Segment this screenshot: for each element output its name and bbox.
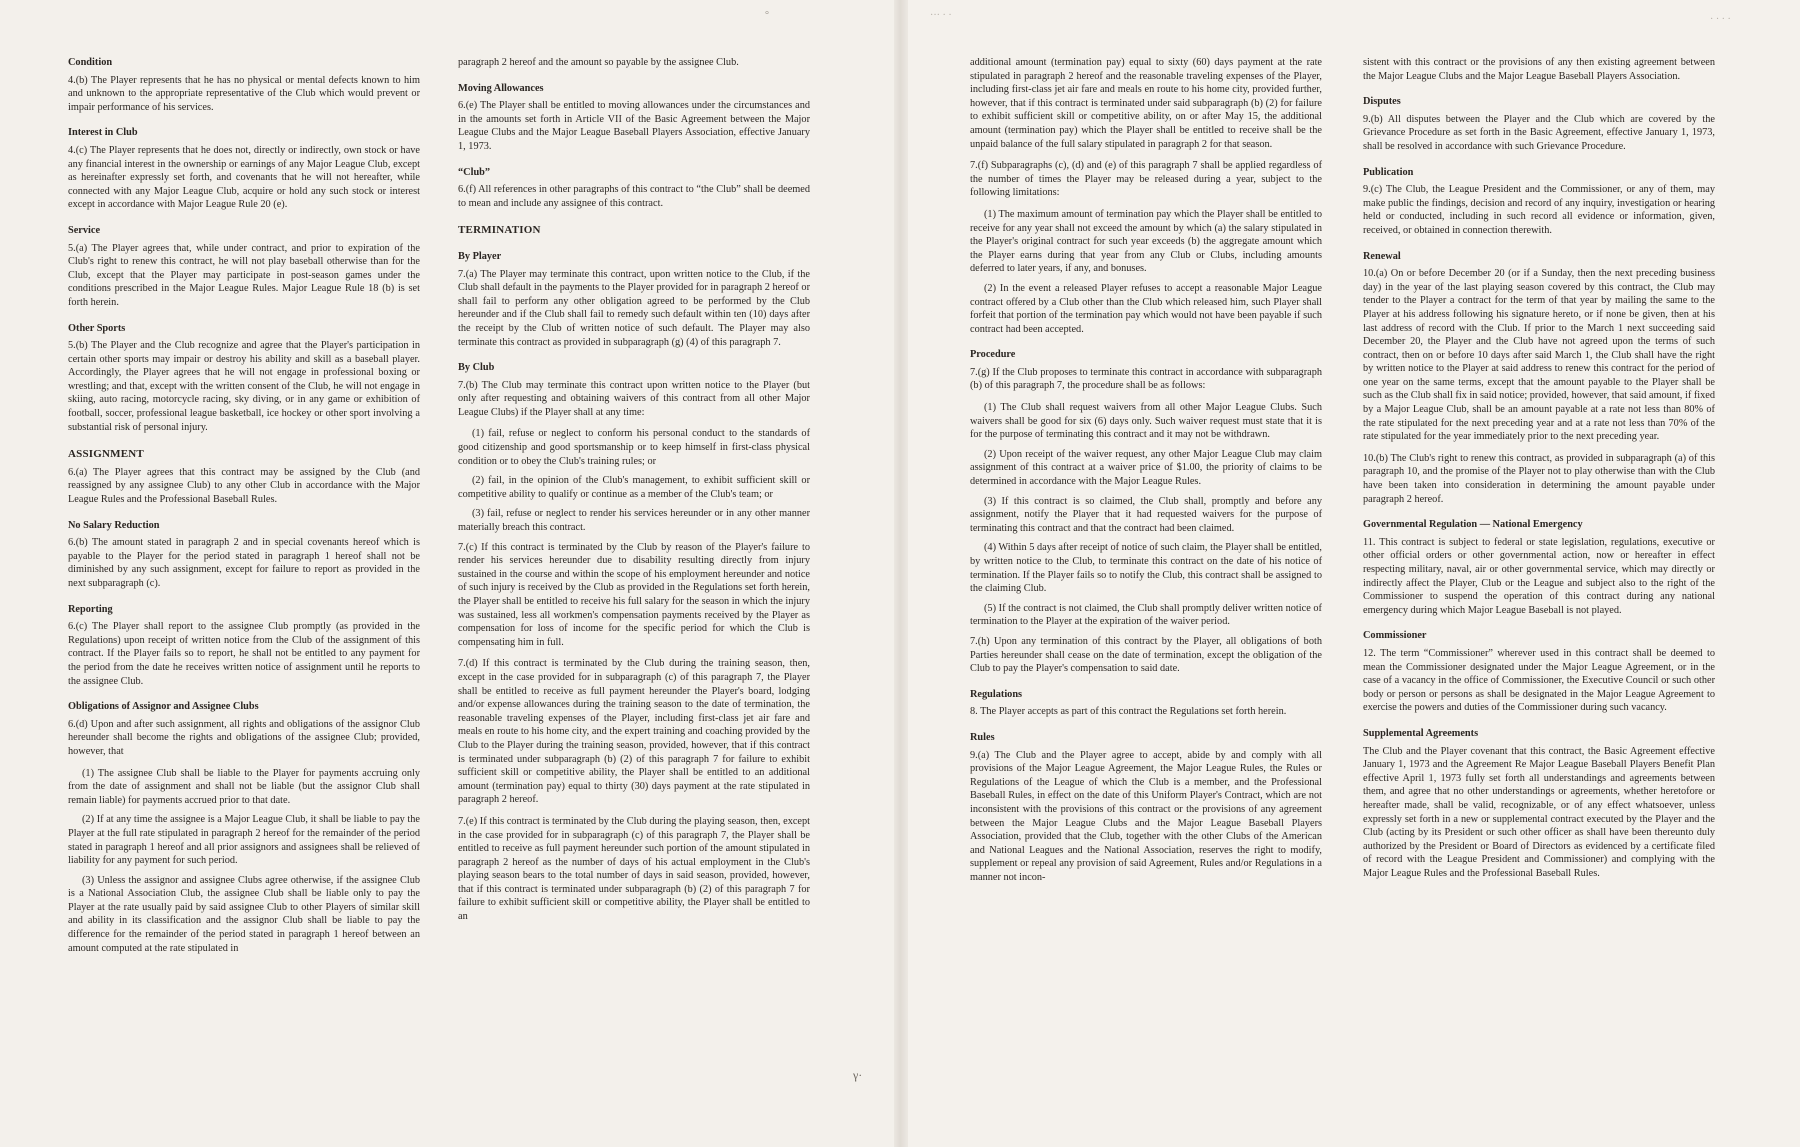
paragraph-7f: 7.(f) Subparagraphs (c), (d) and (e) of this paragraph 7 shall be applied regardless of the number of times the Player may be released during a year, subject to the following limitations: [970, 160, 1322, 199]
paragraph-7d: 7.(d) If this contract is terminated by the Club during the training season, then, except in the case provided for in subparagraph (c) of this paragraph 7, the Player shall be entitled to receive as full payment hereunder the Player's board, lodging and/or expense allowances during the training season to the date of termination, the reasonable traveling expenses of the Player, including first-class jet air fare and meals en route to his home city, and the expert training and coaching provided by the Club to the Player during the training season, provided, however, that if this contract is terminated under subparagraph (b) (2) of this paragraph 7 for failure to exhibit sufficient skill or competitive ability, the Player shall be entitled to an additional amount (termination pay) equal to thirty (30) days payment at the rate stipulated in paragraph 2 hereof. [458, 658, 810, 806]
paragraph-10a: 10.(a) On or before December 20 (or if a Sunday, then the next preceding business day) in the year of the last playing season covered by this contract, the Club may tender to the Player a contract for the term of that year by mailing the same to the Player at his address following his signature hereto, or if none be given, then at his last address of record with the Club. If prior to the March 1 next succeeding said December 20, the Player and the Club have not agreed upon the terms of such contract, then on or before 10 days after said March 1, the Club shall have the right by written notice to the Player at said address to renew this contract for the period of one year on the same terms, except that the amount payable to the Player shall be such as the Club shall fix in said notice; provided, however, that said amount, if fixed by a Major League Club, shall be an amount payable at a rate not less than 80% of the rate stipulated for the next preceding year and at a rate not less than 70% of the rate stipulated for the year immediately prior to the next preceding year. [1363, 268, 1715, 443]
paragraph-7b: 7.(b) The Club may terminate this contract upon written notice to the Player (but only after requesting and obtaining waivers of this contract from all other Major League Clubs) if the Player shall at any time: [458, 379, 810, 418]
stray-mark: · · · · [1710, 14, 1731, 25]
paragraph-supplemental: The Club and the Player covenant that this contract, the Basic Agreement effective January 1, 1973 and the Agreement Re Major League Baseball Players Benefit Plan effective April 1, 1973 fully set forth all understandings and agreements between them, and agree that no other understandings or agreements, whether heretofore or hereafter made, shall be valid, recognizable, or of any effect whatsoever, unless expressly set forth in a new or supplemental contract executed by the Player and the Club (acting by its President or such other officer as shall have been thereunto duly authorized by the President or Board of Directors as evidenced by a certificate filed of record with the League President and Commissioner) and complying with the Major League Rules and the Professional Baseball Rules. [1363, 745, 1715, 879]
heading-reporting: Reporting [68, 603, 113, 615]
paragraph-7g-2: (2) Upon receipt of the waiver request, any other Major League Club may claim assignment of this contract at a waiver price of $1.00, the priority of claims to be determined in accordance with the Major League Rules. [970, 448, 1322, 488]
paragraph-6d-continued: paragraph 2 hereof and the amount so payable by the assignee Club. [458, 57, 739, 68]
heading-commissioner: Commissioner [1363, 630, 1427, 642]
paragraph-7e-continued: additional amount (termination pay) equal to sixty (60) days payment at the rate stipulated in paragraph 2 hereof and the reasonable traveling expenses of the Player, including first-class jet air fare and meals en route to his home city, provided further, however, that if this contract is terminated under said subparagraph (b) (2) for failure to exhibit sufficient skill or competitive ability, on or after May 15, the additional amount (termination pay) which the Player shall be entitled to receive shall be the unpaid balance of the full salary stipulated in paragraph 2 for that season. [970, 57, 1322, 150]
heading-publication: Publication [1363, 166, 1414, 178]
paragraph-7h: 7.(h) Upon any termination of this contract by the Player, all obligations of both Parties hereunder shall cease on the date of termination, except the obligation of the Club to pay the Player's compensation to said date. [970, 635, 1322, 675]
heading-club: “Club” [458, 166, 491, 178]
heading-disputes: Disputes [1363, 96, 1401, 108]
paragraph-6f: 6.(f) All references in other paragraphs of this contract to “the Club” shall be deemed to mean and include any assignee of this contract. [458, 184, 810, 209]
heading-obligations: Obligations of Assignor and Assignee Clubs [68, 701, 259, 713]
paragraph-5b: 5.(b) The Player and the Club recognize and agree that the Player's participation in certain other sports may impair or destroy his ability and skill as a baseball player. Accordingly, the Player agrees that he will not engage in professional boxing or wrestling; and that, except with the written consent of the Club, he will not engage in skiing, auto racing, motorcycle racing, sky diving, or in any game or exhibition of football, soccer, professional league basketball, ice hockey or other sport involving a substantial risk of personal injury. [68, 340, 420, 433]
paragraph-9a-continued: sistent with this contract or the provisions of any then existing agreement between the Major League Clubs and the Major League Baseball Players Association. [1363, 57, 1715, 82]
paragraph-6b: 6.(b) The amount stated in paragraph 2 and in special covenants hereof which is payable to the Player for the period stated in paragraph 1 hereof shall not be diminished by any such assignment, except for failure to report as provided in the next subparagraph (c). [68, 537, 420, 589]
paragraph-6d: 6.(d) Upon and after such assignment, all rights and obligations of the assignor Club hereunder shall become the rights and obligations of the assignee Club; provided, however, that [68, 718, 420, 757]
heading-supplemental-agreements: Supplemental Agreements [1363, 727, 1479, 739]
heading-by-player: By Player [458, 250, 502, 262]
paragraph-7a: 7.(a) The Player may terminate this contract, upon written notice to the Club, if the Club shall default in the payments to the Player provided for in paragraph 2 hereof or shall fail to perform any other obligation agreed to be performed by the Club hereunder and if the Club shall fail to remedy such default within ten (10) days after the receipt by the Club of written notice of such default. The Player may also terminate this contract as provided in subparagraph (g) (4) of this paragraph 7. [458, 268, 810, 348]
paragraph-6c: 6.(c) The Player shall report to the assignee Club promptly (as provided in the Regulations) upon receipt of written notice from the Club of the assignment of this contract. If the Player fails so to report, he shall not be entitled to any payment for the period from the date he receives written notice of assignment until he reports to the assignee Club. [68, 621, 420, 687]
heading-moving-allowances: Moving Allowances [458, 82, 544, 94]
heading-renewal: Renewal [1363, 250, 1401, 262]
column-4 [1363, 56, 1715, 888]
paragraph-6e: 6.(e) The Player shall be entitled to moving allowances under the circumstances and in the amounts set forth in Article VII of the Basic Agreement between the Major League Clubs and the Major League Baseball Players Association, effective January 1, 1973. [458, 100, 810, 152]
paragraph-7g-4: (4) Within 5 days after receipt of notice of such claim, the Player shall be entitled, by written notice to the Club, to terminate this contract on the date of his notice of termination. If the Player fails so to notify the Club, this contract shall be assigned to the claiming Club. [970, 542, 1322, 595]
paragraph-11: 11. This contract is subject to federal or state legislation, regulations, executive or other official orders or other governmental action, now or hereafter in effect respecting military, naval, air or other governmental service, which may directly or indirectly affect the Player, Club or the League and subject also to the right of the Commissioner to suspend the operation of this contract during any national emergency during which Major League Baseball is not played. [1363, 536, 1715, 616]
paragraph-7f-2: (2) In the event a released Player refuses to accept a reasonable Major League contract offered by a Club other than the Club which released him, such Player shall forfeit that portion of the termination pay which would not have been payable if such contract had been accepted. [970, 282, 1322, 335]
paragraph-6d-1: (1) The assignee Club shall be liable to the Player for payments accruing only from the date of assignment and shall not be liable (but the assignor Club shall remain liable) for payments accrued prior to that date. [68, 767, 420, 806]
column-2 [458, 56, 810, 932]
heading-termination: TERMINATION [458, 224, 541, 237]
paragraph-7c: 7.(c) If this contract is terminated by the Club by reason of the Player's failure to render his services hereunder due to disability resulting directly from injury sustained in the course and within the scope of his employment hereunder and notice of such injury is received by the Club as provided in the Regulations set forth herein, the Player shall be entitled to receive his full salary for the season in which the injury was sustained, less all workmen's compensation payments received by the Player as compensation for loss of income for the specific period for which the Club is compensating him in full. [458, 541, 810, 648]
page-gutter [894, 0, 908, 1147]
heading-governmental-regulation: Governmental Regulation — National Emergency [1363, 519, 1583, 531]
heading-interest-in-club: Interest in Club [68, 127, 138, 139]
paragraph-6d-3: (3) Unless the assignor and assignee Clubs agree otherwise, if the assignee Club is a National Association Club, the assignee Club shall be liable only to pay the Player at the rate usually paid by said assignee Club to other Players of similar skill and ability in its classification and the assignor Club shall be liable to pay the difference for the remainder of the period stated in paragraph 1 hereof between an amount computed at the rate stipulated in [68, 874, 420, 954]
heading-by-club: By Club [458, 362, 495, 374]
paragraph-7g-5: (5) If the contract is not claimed, the Club shall promptly deliver written notice of termination to the Player at the expiration of the waiver period. [970, 602, 1322, 628]
paragraph-4b: 4.(b) The Player represents that he has no physical or mental defects known to him and unknown to the appropriate representative of the Club which would prevent or impair performance of his services. [68, 74, 420, 113]
paragraph-9b: 9.(b) All disputes between the Player and the Club which are covered by the Grievance Procedure as set forth in the Basic Agreement, effective January 1, 1973, shall be resolved in accordance with such Grievance Procedure. [1363, 113, 1715, 152]
paragraph-7g-1: (1) The Club shall request waivers from all other Major League Clubs. Such waivers shall be good for six (6) days only. Such waiver request must state that it is for the purpose of terminating this contract and it may not be withdrawn. [970, 402, 1322, 441]
heading-regulations: Regulations [970, 688, 1023, 700]
handwritten-mark: γ· [853, 1068, 863, 1082]
paragraph-7b-2: (2) fail, in the opinion of the Club's management, to exhibit sufficient skill or competitive ability to qualify or continue as a member of the Club's team; or [458, 475, 810, 500]
paragraph-7b-1: (1) fail, refuse or neglect to conform his personal conduct to the standards of good citizenship and good sportsmanship or to keep himself in first-class physical condition or to obey the Club's training rules; or [458, 428, 810, 467]
column-3 [970, 56, 1322, 892]
paragraph-9c: 9.(c) The Club, the League President and the Commissioner, or any of them, may make public the findings, decision and record of any inquiry, investigation or hearing held or conducted, including in such record all evidence or information, given, received, or obtained in connection therewith. [1363, 184, 1715, 236]
stray-mark: ° [765, 10, 769, 21]
heading-other-sports: Other Sports [68, 322, 126, 334]
heading-condition: Condition [68, 57, 113, 68]
stray-mark: ··· · · [930, 10, 952, 21]
column-1 [68, 56, 420, 961]
paragraph-6a: 6.(a) The Player agrees that this contract may be assigned by the Club (and reassigned by any assignee Club) to any other Club in accordance with the Major League Rules and the Professional Baseball Rules. [68, 466, 420, 506]
heading-procedure: Procedure [970, 349, 1016, 361]
heading-assignment: ASSIGNMENT [68, 448, 144, 461]
paragraph-12: 12. The term “Commissioner” wherever used in this contract shall be deemed to mean the Commissioner designated under the Major League Agreement, or in the case of a vacancy in the office of Commissioner, the Executive Council or such other body or person or persons as shall be designated in the Major League Agreement to exercise the powers and duties of the Commissioner during such vacancy. [1363, 647, 1715, 714]
paragraph-10b: 10.(b) The Club's right to renew this contract, as provided in subparagraph (a) of this paragraph 10, and the promise of the Player not to play otherwise than with the Club have been taken into consideration in determining the amount payable under paragraph 2 hereof. [1363, 452, 1715, 505]
paragraph-7f-1: (1) The maximum amount of termination pay which the Player shall be entitled to receive for any year shall not exceed the amount by which (a) the salary stipulated in the Player's original contract for such year exceeds (b) the aggregate amount which the Player earns during that year from any Club or Clubs, including amounts deferred to later years, if any, and bonuses. [970, 208, 1322, 275]
paragraph-7g: 7.(g) If the Club proposes to terminate this contract in accordance with subparagraph (b) of this paragraph 7, the procedure shall be as follows: [970, 366, 1322, 392]
heading-rules: Rules [970, 731, 995, 743]
paragraph-4c: 4.(c) The Player represents that he does not, directly or indirectly, own stock or have any financial interest in the ownership or earnings of any Major League Club, except as hereinafter expressly set forth, and covenants that he will not hereafter, while connected with any Major League Club, acquire or hold any such stock or interest except in accordance with Major League Rule 20 (e). [68, 144, 420, 211]
paragraph-9a: 9.(a) The Club and the Player agree to accept, abide by and comply with all provisions of the Major League Agreement, the Major League Rules, the Rules or Regulations of the League of which the Club is a member, and the Professional Baseball Rules, in effect on the date of this Uniform Player's Contract, which are not inconsistent with the provisions of this contract or the provisions of any agreement between the Major League Clubs and the Major League Baseball Players Association, provided that the Club, together with the other Clubs of the American and National Leagues and the National Association, reserves the right to modify, supplement or repeal any provision of said Agreement, Rules and/or Regulations in a manner not incon- [970, 749, 1322, 883]
heading-no-salary-reduction: No Salary Reduction [68, 519, 160, 531]
heading-service: Service [68, 224, 101, 236]
paragraph-8: 8. The Player accepts as part of this contract the Regulations set forth herein. [970, 706, 1287, 718]
paragraph-7b-3: (3) fail, refuse or neglect to render his services hereunder or in any other manner materially breach this contract. [458, 508, 810, 534]
paragraph-5a: 5.(a) The Player agrees that, while under contract, and prior to expiration of the Club's right to renew this contract, he will not play baseball otherwise than for the Club, except that the Player may participate in post-season games under the conditions prescribed in the Major League Rules. Major League Rule 18 (b) is set forth herein. [68, 242, 420, 308]
paragraph-7e: 7.(e) If this contract is terminated by the Club during the playing season, then, except in the case provided for in subparagraph (c) of this paragraph 7, the Player shall be entitled to receive as full payment hereunder such portion of the amount stipulated in paragraph 2 hereof as the number of days of his actual employment in the Club's playing season bears to the total number of days in said season, provided, however, that if this contract is terminated under subparagraph (b) (2) of this paragraph 7 for failure to exhibit sufficient skill or competitive ability, the Player shall be entitled to an [458, 815, 810, 923]
paragraph-7g-3: (3) If this contract is so claimed, the Club shall, promptly and before any assignment, notify the Player that it had requested waivers for the purpose of terminating this contract and that the contract had been claimed. [970, 495, 1322, 534]
paragraph-6d-2: (2) If at any time the assignee is a Major League Club, it shall be liable to pay the Player at the full rate stipulated in paragraph 2 hereof for the remainder of the period stated in paragraph 1 hereof and all prior assignors and assignees shall be relieved of liability for any payment for such period. [68, 814, 420, 867]
